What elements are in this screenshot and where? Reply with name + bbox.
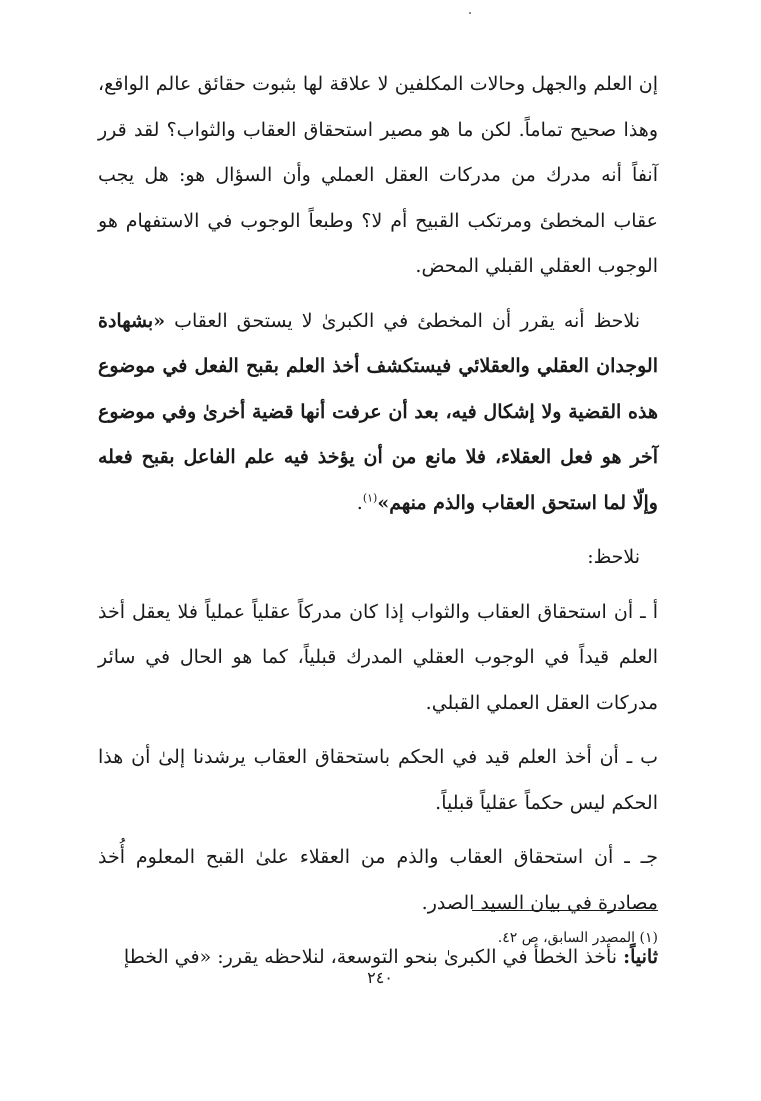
paragraph-2-intro: نلاحظ أنه يقرر أن المخطئ في الكبرىٰ لا يستحق العقاب <box>165 309 640 332</box>
paragraph-6: جـ ـ أن استحقاق العقاب والذم من العقلاء علىٰ القبح المعلوم أُخذ مصادرة في بيان السيد الصدر. <box>98 846 658 914</box>
quotation-bold: «بشهادة الوجدان العقلي والعقلائي فيستكشف أخذ العلم بقبح الفعل في موضوع هذه القضية ولا إشكال فيه، بعد أن عرفت أنها قضية أخرىٰ وفي موضوع آخر هو فعل العقلاء، فلا مانع من أن يؤخذ فيه علم الفاعل بقبح فعله وإلّا لما استحق العقاب والذم منهم» <box>98 309 658 514</box>
paragraph-2-end: . <box>356 491 363 514</box>
paragraph-7-text: نأخذ الخطأ في الكبرىٰ بنحو التوسعة، لنلاحظه يقرر: «في الخطإ <box>123 946 624 968</box>
body-text <box>98 62 658 981</box>
paragraph-4: أ ـ أن استحقاق العقاب والثواب إذا كان مدركاً عقلياً عملياً فلا يعقل أخذ العلم قيداً في الوجوب العقلي المدرك قبلياً، كما هو الحال في سائر مدركات العقل العملي القبلي. <box>98 600 659 714</box>
paragraph-5: ب ـ أن أخذ العلم قيد في الحكم باستحقاق العقاب يرشدنا إلىٰ أن هذا الحكم ليس حكماً عقلياً قبلياً. <box>98 746 658 814</box>
paragraph-3: نلاحظ: <box>587 546 640 568</box>
scan-mark <box>469 12 471 14</box>
footnote-divider <box>472 910 658 911</box>
footnote: (١) المصدر السابق، ص ٤٢. <box>497 930 658 946</box>
paragraph-2 <box>98 299 658 527</box>
page-number: ٢٤٠ <box>367 968 393 987</box>
footnote-reference: (١) <box>362 491 378 505</box>
paragraph-7-heading: ثانياً: <box>623 946 658 968</box>
paragraph-1: إن العلم والجهل وحالات المكلفين لا علاقة لها بثبوت حقائق عالم الواقع، وهذا صحيح تماماً. لكن ما هو مصير استحقاق العقاب والثواب؟ لقد قرر آنفاً أنه مدرك من مدركات العقل العملي وأن السؤال هو: هل يجب عقاب المخطئ ومرتكب القبيح أم لا؟ وطبعاً الوجوب في الاستفهام هو الوجوب العقلي القبلي المحض. <box>98 73 658 277</box>
